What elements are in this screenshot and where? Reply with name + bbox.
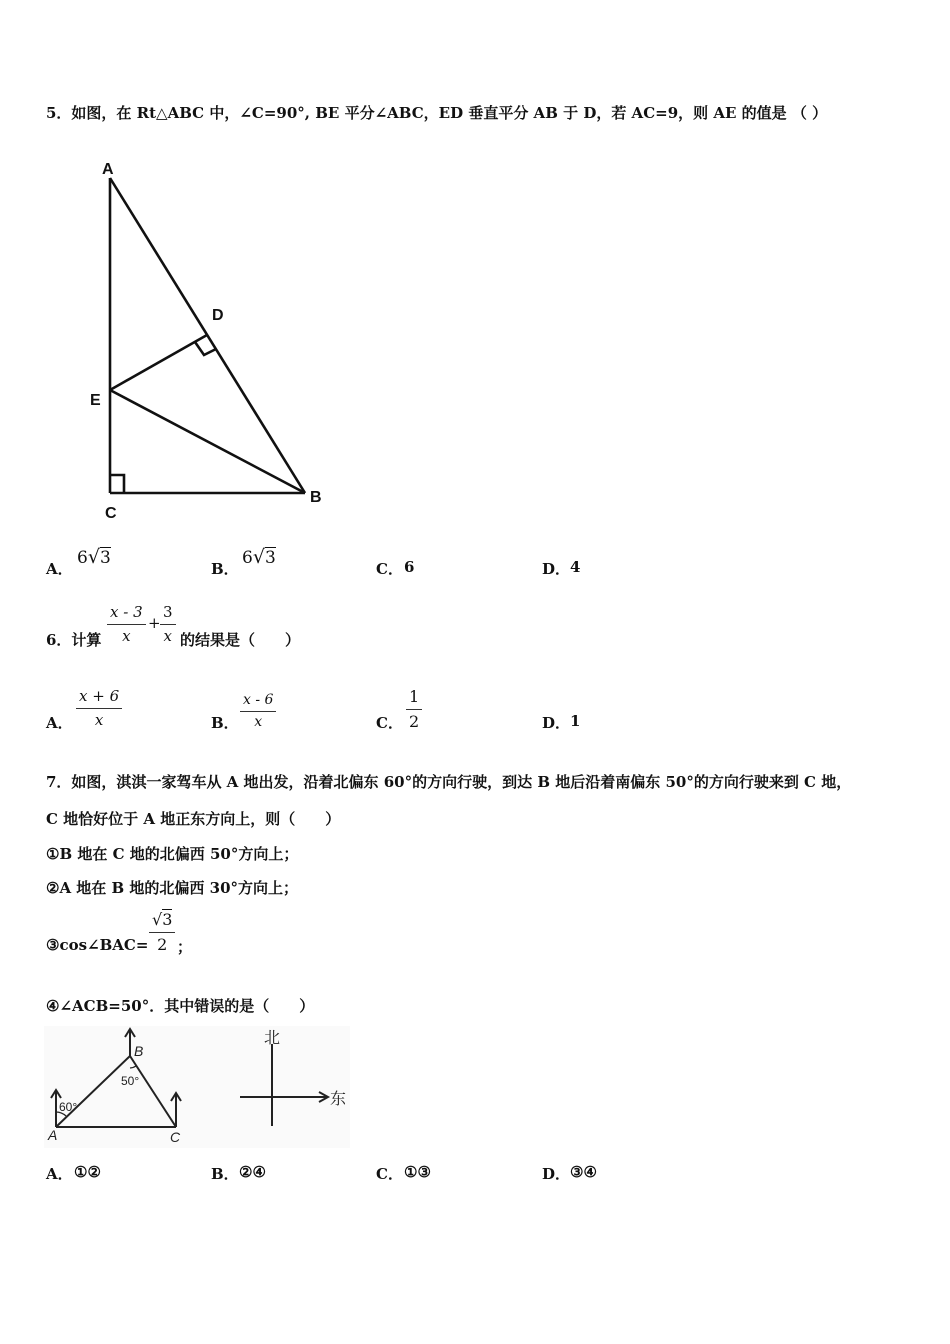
q7-route-figure (44, 1026, 350, 1148)
radical-sign-icon: √ (87, 546, 100, 568)
option-letter: B． (211, 714, 239, 732)
coef: 6 (242, 548, 253, 568)
right-angle-mark-c (110, 475, 124, 493)
label-e: E (90, 392, 101, 409)
label-angle-50: 50° (121, 1074, 140, 1088)
denominator: x (163, 627, 172, 645)
option-letter: B． (211, 560, 239, 578)
option-letter: A． (46, 560, 73, 578)
label-b: B (134, 1043, 144, 1059)
denominator: 2 (409, 712, 420, 731)
option-value: ②④ (239, 1163, 266, 1181)
statement-3-prefix: ③cos∠BAC= (46, 936, 149, 954)
label-angle-60: 60° (59, 1100, 78, 1114)
option-letter: D． (542, 714, 571, 732)
label-c: C (105, 505, 117, 522)
numerator: 3 (160, 603, 176, 625)
sqrt-expression (77, 546, 111, 568)
label-east: 东 (330, 1091, 347, 1108)
sqrt-expression (242, 546, 276, 568)
statement-3-suffix: ； (177, 938, 193, 956)
label-a: A (48, 1127, 58, 1143)
q6-fraction-1 (107, 603, 146, 645)
q6-suffix: 的结果是（ ） (180, 631, 301, 649)
radicand: 3 (264, 548, 276, 568)
option-letter: B． (211, 1165, 239, 1183)
label-north: 北 (264, 1030, 281, 1047)
q7-stem-line-2: C 地恰好位于 A 地正东方向上，则（ ） (46, 810, 341, 828)
denominator: 2 (157, 935, 168, 954)
q7-statement-4: ④∠ACB=50°．其中错误的是（ ） (46, 997, 315, 1015)
plus-sign: + (148, 614, 161, 632)
option-value: ①③ (404, 1163, 431, 1181)
option-value: ①② (74, 1163, 101, 1181)
numerator: 1 (406, 687, 422, 710)
option-letter: D． (542, 560, 571, 578)
option-fraction (406, 687, 422, 731)
q7-statement-2: ②A 地在 B 地的北偏西 30°方向上； (46, 879, 299, 897)
q6-fraction-2 (160, 603, 176, 645)
radicand: 3 (162, 910, 173, 929)
label-b: B (310, 489, 322, 506)
option-value: 4 (570, 558, 581, 576)
q6-prefix: 6．计算 (46, 631, 102, 649)
option-value: 6 (404, 558, 415, 576)
option-fraction (240, 692, 276, 730)
numerator: x + 6 (76, 687, 122, 709)
option-letter: C． (376, 714, 403, 732)
option-letter: A． (46, 1165, 73, 1183)
label-d: D (212, 307, 224, 324)
option-letter: C． (376, 1165, 403, 1183)
option-letter: C． (376, 560, 403, 578)
label-a: A (102, 161, 114, 178)
q5-triangle-figure (80, 150, 340, 530)
radical-sign-icon: √ (252, 546, 265, 568)
segment-ed (110, 335, 207, 390)
q7-statement-1: ①B 地在 C 地的北偏西 50°方向上； (46, 845, 299, 863)
radicand: 3 (99, 548, 111, 568)
denominator: x (94, 711, 104, 729)
q5-stem: 5．如图，在 Rt△ABC 中，∠C=90°, BE 平分∠ABC，ED 垂直平分 AB 于 D，若 AC=9，则 AE 的值是 （ ） (46, 104, 828, 122)
option-value: ③④ (570, 1163, 597, 1181)
option-letter: A． (46, 714, 73, 732)
option-value: 1 (570, 712, 581, 730)
option-letter: D． (542, 1165, 571, 1183)
label-c: C (170, 1129, 181, 1145)
coef: 6 (77, 548, 88, 568)
denominator: x (122, 627, 131, 645)
option-fraction (76, 687, 122, 729)
denominator: x (254, 714, 263, 730)
numerator: x - 3 (107, 603, 146, 625)
statement-3-fraction (149, 910, 175, 954)
radical-sign-icon: √ (152, 910, 163, 929)
segment-ab (110, 178, 305, 493)
numerator: x - 6 (240, 692, 276, 712)
numerator (149, 910, 175, 933)
segment-eb (110, 390, 305, 493)
q7-stem-line-1: 7．如图，淇淇一家驾车从 A 地出发，沿着北偏东 60°的方向行驶，到达 B 地后沿着南偏东 50°的方向行驶来到 C 地， (46, 773, 852, 791)
